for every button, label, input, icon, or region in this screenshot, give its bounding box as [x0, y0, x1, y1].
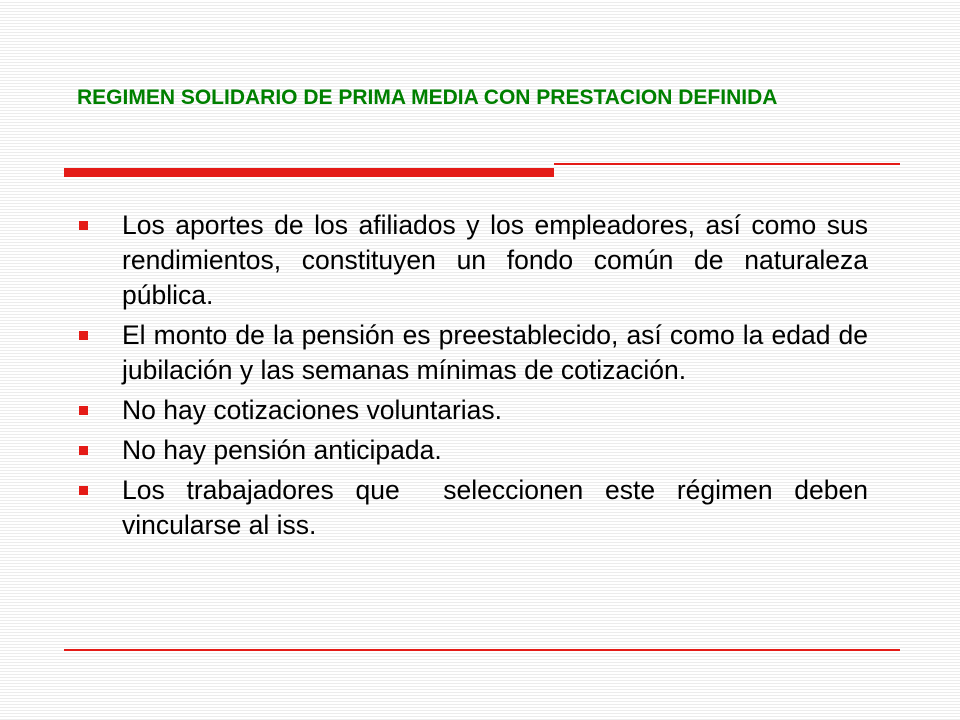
square-bullet-icon — [79, 331, 88, 340]
title-underline-thick — [64, 168, 554, 177]
title-underline-thin — [554, 163, 900, 165]
square-bullet-icon — [79, 486, 88, 495]
bullet-item — [76, 393, 868, 428]
bullet-item — [76, 318, 868, 388]
square-bullet-icon — [79, 221, 88, 230]
bullet-list — [76, 208, 876, 548]
bullet-item — [76, 433, 868, 468]
square-bullet-icon — [79, 406, 88, 415]
square-bullet-icon — [79, 446, 88, 455]
footer-rule — [64, 649, 900, 651]
bullet-text: No hay cotizaciones voluntarias. — [122, 395, 503, 425]
bullet-text: Los trabajadores que seleccionen este régimen deben vincularse al iss. — [122, 475, 876, 540]
bullet-text: El monto de la pensión es preestablecido, así como la edad de jubilación y las semanas mínimas de cotización. — [122, 320, 868, 385]
bullet-item — [76, 473, 876, 543]
bullet-text: No hay pensión anticipada. — [122, 435, 442, 465]
bullet-text: Los aportes de los afiliados y los empleadores, así como sus rendimientos, constituyen un fondo común de naturaleza pública. — [122, 210, 868, 310]
bullet-item — [76, 208, 868, 313]
slide-title: REGIMEN SOLIDARIO DE PRIMA MEDIA CON PRESTACION DEFINIDA — [77, 86, 778, 109]
